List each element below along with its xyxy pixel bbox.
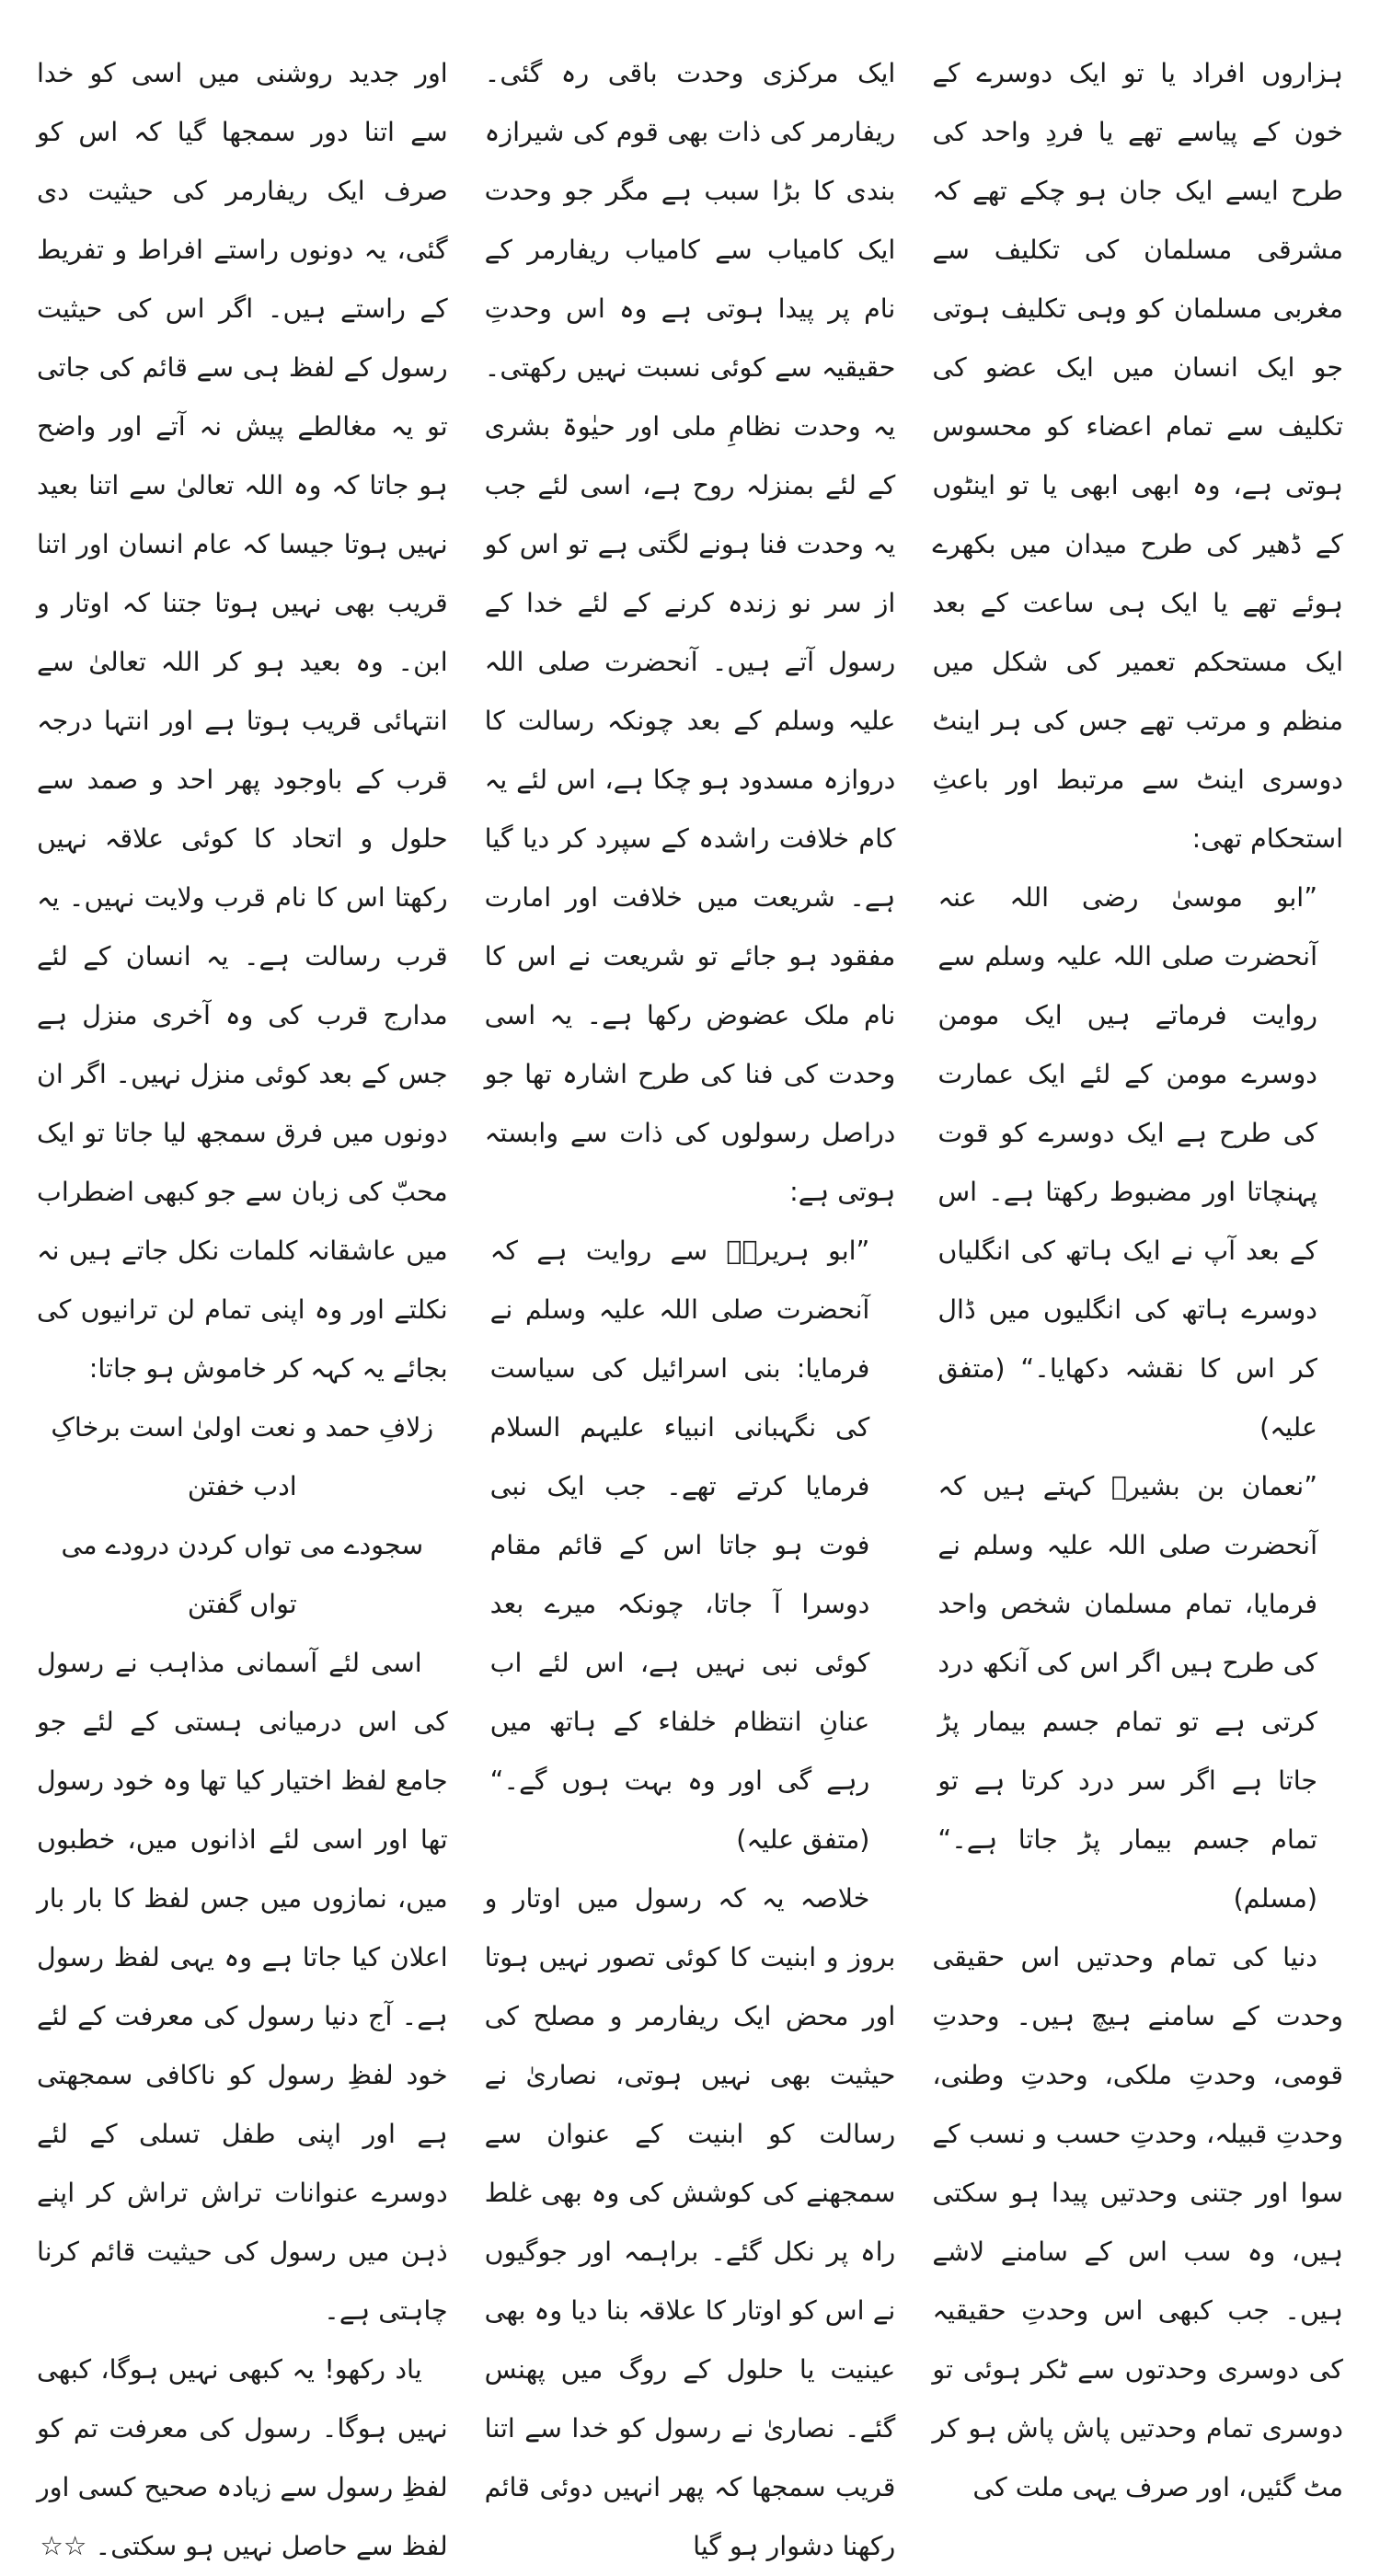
paragraph-conclusion: یاد رکھو! یہ کبھی نہیں ہوگا، کبھی نہیں ہوگا۔ رسول کی معرفت تم کو لفظِ رسول سے زیادہ صحیح کسی اور لفظ سے حاصل نہیں ہو سکتی۔ ☆☆ [36, 2354, 448, 2561]
quote-hadith-abu-hurairah: ”ابو ہریرہؓ سے روایت ہے کہ آنحضرت صلی اللہ علیہ وسلم نے فرمایا: بنی اسرائیل کی سیاست کی نگہبانی انبیاء علیہم السلام فرمایا کرتے تھے۔ جب ایک نبی فوت ہو جاتا اس کے قائم مقام دوسرا آ جاتا، چونکہ میرے بعد کوئی نبی نہیں ہے، اس لئے اب عنانِ انتظام خلفاء کے ہاتھ میں رہے گی اور وہ بہت ہوں گے۔“ (متفق علیہ) [489, 1236, 870, 1855]
quote-hadith-abu-musa: ”ابو موسیٰ رضی اللہ عنہ آنحضرت صلی اللہ علیہ وسلم سے روایت فرماتے ہیں ایک مومن دوسرے مومن کے لئے ایک عمارت کی طرح ہے ایک دوسرے کو قوت پہنچاتا اور مضبوط رکھتا ہے۔ اس کے بعد آپ نے ایک ہاتھ کی انگلیاں دوسرے ہاتھ کی انگلیوں میں ڈال کر اس کا نقشہ دکھایا۔“ (متفق علیہ) [937, 882, 1317, 1443]
text-column-middle [484, 44, 896, 2561]
text-column-right [932, 44, 1343, 2502]
paragraph: اور جدید روشنی میں اسی کو خدا سے اتنا دور سمجھا گیا کہ اس کو صرف ایک ریفارمر کی حیثیت دی گئی، یہ دونوں راستے افراط و تفریط کے راستے ہیں۔ اگر اس کی حیثیت رسول کے لفظ ہی سے قائم کی جاتی تو یہ مغالطے پیش نہ آتے اور واضح ہو جاتا کہ وہ اللہ تعالیٰ سے اتنا بعید نہیں ہوتا جیسا کہ عام انسان اور اتنا قریب بھی نہیں ہوتا جتنا کہ اوتار و ابن۔ وہ بعید ہو کر اللہ تعالیٰ سے انتہائی قریب ہوتا ہے اور انتہا درجہ قرب کے باوجود پھر احد و صمد سے حلول و اتحاد کا کوئی علاقہ نہیں رکھتا اس کا نام قرب ولایت نہیں۔ یہ قرب رسالت ہے۔ یہ انسان کے لئے مدارج قرب کی وہ آخری منزل ہے جس کے بعد کوئی منزل نہیں۔ اگر ان دونوں میں فرق سمجھ لیا جاتا تو ایک محبّ کی زبان سے جو کبھی اضطراب میں عاشقانہ کلمات نکل جاتے ہیں نہ نکلتے اور وہ اپنی تمام لن ترانیوں کی بجائے یہ کہہ کر خاموش ہو جاتا: [36, 58, 448, 1384]
paragraph: ہزاروں افراد یا تو ایک دوسرے کے خون کے پیاسے تھے یا فردِ واحد کی طرح ایسے ایک جان ہو چکے تھے کہ مشرقی مسلمان کی تکلیف سے مغربی مسلمان کو وہی تکلیف ہوتی جو ایک انسان میں ایک عضو کی تکلیف سے تمام اعضاء کو محسوس ہوتی ہے، وہ ابھی ابھی یا تو اینٹوں کے ڈھیر کی طرح میدان میں بکھرے ہوئے تھے یا ایک ہی ساعت کے بعد ایک مستحکم تعمیر کی شکل میں منظم و مرتب تھے جس کی ہر اینٹ دوسری اینٹ سے مرتبط اور باعثِ استحکام تھی: [932, 58, 1343, 854]
text-column-left [36, 44, 448, 2561]
poetry-verse-line-1: زلافِ حمد و نعت اولیٰ است برخاکِ ادب خفتن [51, 1412, 434, 1501]
paragraph: ایک مرکزی وحدت باقی رہ گئی۔ ریفارمر کی ذات بھی قوم کی شیرازہ بندی کا بڑا سبب ہے مگر جو وحدت ایک کامیاب سے کامیاب ریفارمر کے نام پر پیدا ہوتی ہے وہ اس وحدتِ حقیقیہ سے کوئی نسبت نہیں رکھتی۔ یہ وحدت نظامِ ملی اور حیٰوۃ بشری کے لئے بمنزلہ روح ہے، اسی لئے جب یہ وحدت فنا ہونے لگتی ہے تو اس کو از سر نو زندہ کرنے کے لئے خدا کے رسول آتے ہیں۔ آنحضرت صلی اللہ علیہ وسلم کے بعد چونکہ رسالت کا دروازہ مسدود ہو چکا ہے، اس لئے یہ کام خلافت راشدہ کے سپرد کر دیا گیا ہے۔ شریعت میں خلافت اور امارت مفقود ہو جائے تو شریعت نے اس کا نام ملک عضوض رکھا ہے۔ یہ اسی وحدت کی فنا کی طرح اشارہ تھا جو دراصل رسولوں کی ذات سے وابستہ ہوتی ہے: [484, 58, 896, 1207]
paragraph: اسی لئے آسمانی مذاہب نے رسول کی اس درمیانی ہستی کے لئے جو جامع لفظ اختیار کیا تھا وہ خود رسول تھا اور اسی لئے اذانوں میں، خطبوں میں، نمازوں میں جس لفظ کا بار بار اعلان کیا جاتا ہے وہ یہی لفظ رسول ہے۔ آج دنیا رسول کی معرفت کے لئے خود لفظِ رسول کو ناکافی سمجھتی ہے اور اپنی طفل تسلی کے لئے دوسرے عنوانات تراش تراش کر اپنے ذہن میں رسول کی حیثیت قائم کرنا چاہتی ہے۔ [36, 1648, 448, 2326]
paragraph: دنیا کی تمام وحدتیں اس حقیقی وحدت کے سامنے ہیچ ہیں۔ وحدتِ قومی، وحدتِ ملکی، وحدتِ وطنی، وحدتِ قبیلہ، وحدتِ حسب و نسب کے سوا اور جتنی وحدتیں پیدا ہو سکتی ہیں، وہ سب اس کے سامنے لاشے ہیں۔ جب کبھی اس وحدتِ حقیقیہ کی دوسری وحدتوں سے ٹکر ہوئی تو دوسری تمام وحدتیں پاش پاش ہو کر مٹ گئیں، اور صرف یہی ملت کی [932, 1942, 1343, 2502]
quote-hadith-numan: ”نعمان بن بشیرؓ کہتے ہیں کہ آنحضرت صلی اللہ علیہ وسلم نے فرمایا، تمام مسلمان شخص واحد کی طرح ہیں اگر اس کی آنکھ درد کرتی ہے تو تمام جسم بیمار پڑ جاتا ہے اگر سر درد کرتا ہے تو تمام جسم بیمار پڑ جاتا ہے۔“ (مسلم) [937, 1471, 1317, 1914]
poetry-verse-line-2: سجودے می تواں کردن درودے می تواں گفتن [61, 1530, 424, 1619]
paragraph: خلاصہ یہ کہ رسول میں اوتار و بروز و ابنیت کا کوئی تصور نہیں ہوتا اور محض ایک ریفارمر و مصلح کی حیثیت بھی نہیں ہوتی، نصاریٰ نے رسالت کو ابنیت کے عنوان سے سمجھنے کی کوشش کی وہ بھی غلط راہ پر نکل گئے۔ براہمہ اور جوگیوں نے اس کو اوتار کا علاقہ بنا دیا وہ بھی عینیت یا حلول کے روگ میں پھنس گئے۔ نصاریٰ نے رسول کو خدا سے اتنا قریب سمجھا کہ پھر انہیں دوئی قائم رکھنا دشوار ہو گیا [484, 1883, 896, 2561]
